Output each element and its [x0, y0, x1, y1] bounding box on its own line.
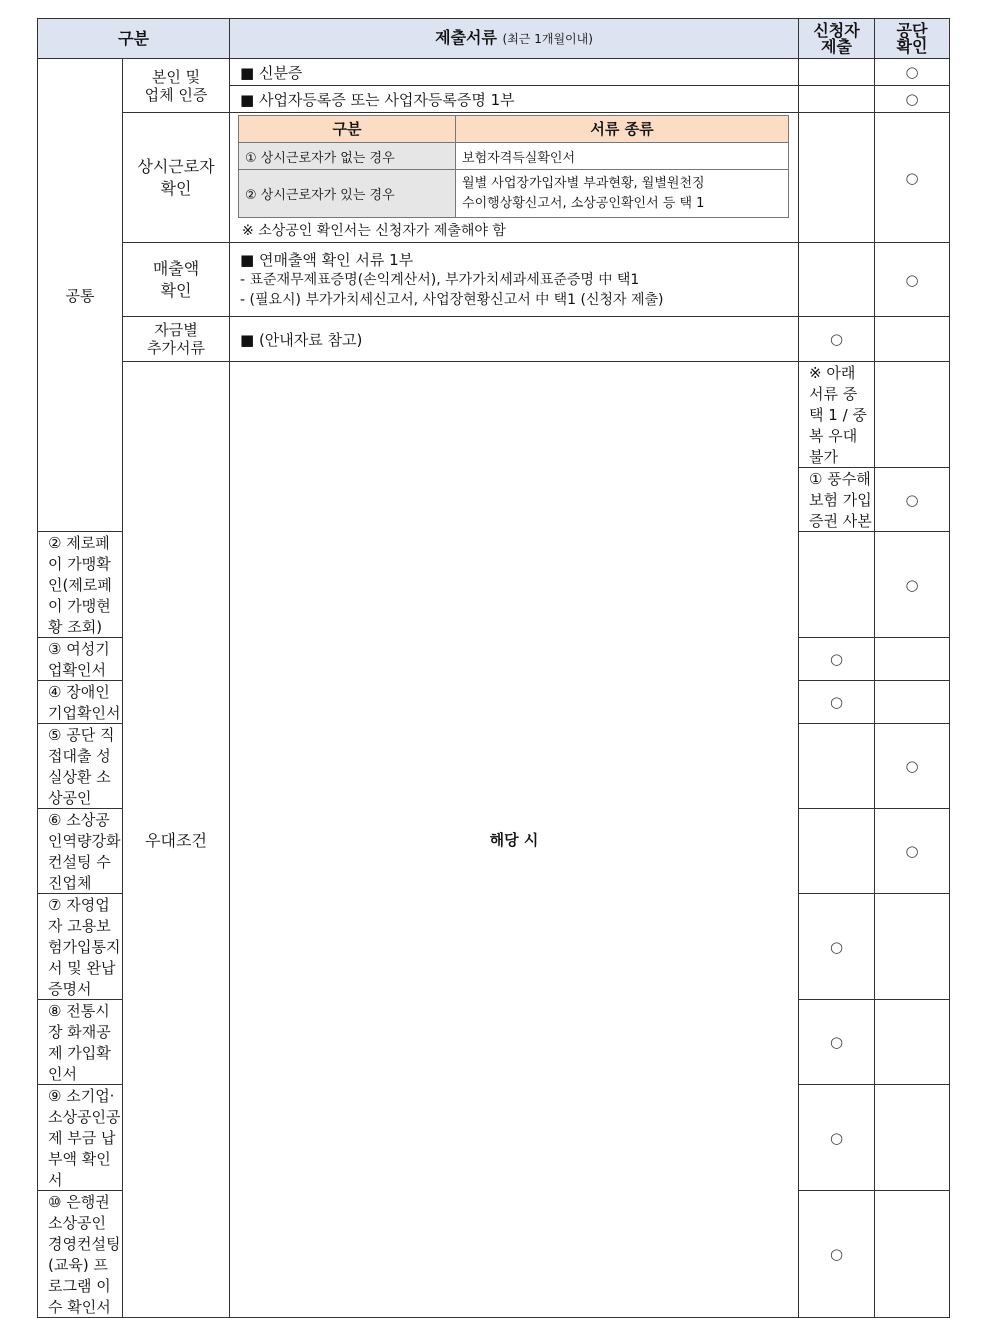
group-common-label: 공통: [38, 59, 123, 532]
header-documents: 제출서류 (최근 1개월이내): [230, 19, 799, 59]
agency-cell: [875, 681, 950, 724]
inner-header-doc-type: 서류 종류: [456, 116, 789, 143]
applicant-check: ○: [799, 638, 875, 681]
agency-check: ○: [875, 243, 950, 317]
preferential-item: ⑦ 자영업자 고용보험가입통지서 및 완납증명서: [38, 894, 123, 1000]
table-row: [38, 59, 950, 86]
applicant-cell: [875, 362, 950, 468]
header-agency-confirm: 공단 확인: [875, 19, 950, 59]
preferential-item: ⑤ 공단 직접대출 성실상환 소상공인: [38, 724, 123, 809]
agency-check: ○: [875, 724, 950, 809]
applicant-cell: [799, 113, 875, 243]
header-category: 구분: [38, 19, 230, 59]
table-row: [38, 243, 950, 317]
required-documents-table: [37, 18, 950, 1318]
agency-check: ○: [875, 86, 950, 113]
applicant-check: ○: [799, 1000, 875, 1085]
preferential-item: ⑩ 은행권 소상공인 경영컨설팅(교육) 프로그램 이수 확인서: [38, 1191, 123, 1318]
agency-check: ○: [875, 113, 950, 243]
applicant-cell: [799, 724, 875, 809]
agency-cell: [875, 638, 950, 681]
inner-case-has-workers: ② 상시근로자가 있는 경우: [239, 170, 456, 218]
sales-line-1: ■ 연매출액 확인 서류 1부: [240, 250, 414, 269]
applicant-cell: [799, 243, 875, 317]
agency-check: ○: [875, 532, 950, 638]
inner-header-category: 구분: [239, 116, 456, 143]
applicant-check: ○: [799, 894, 875, 1000]
applicant-cell: [799, 532, 875, 638]
preferential-item: ③ 여성기업확인서: [38, 638, 123, 681]
applicant-check: ○: [799, 317, 875, 362]
agency-cell: [875, 317, 950, 362]
header-row: [38, 19, 950, 59]
sub-identity-label: 본인 및 업체 인증: [123, 59, 230, 113]
sales-line-3: - (필요시) 부가가치세신고서, 사업장현황신고서 中 택1 (신청자 제출): [240, 291, 664, 308]
table-row: [38, 113, 950, 243]
agency-cell: [875, 1191, 950, 1318]
sub-applicable-label: 해당 시: [230, 362, 799, 1318]
preferential-item: ⑨ 소기업·소상공인공제 부금 납부액 확인서: [38, 1085, 123, 1191]
group-preferential-label: 우대조건: [123, 362, 230, 1318]
preferential-item: ⑥ 소상공인역량강화 컨설팅 수진업체: [38, 809, 123, 894]
agency-cell: [875, 1085, 950, 1191]
sales-docs: [230, 243, 799, 317]
agency-check: ○: [875, 59, 950, 86]
table-row: [38, 362, 950, 468]
applicant-cell: [799, 809, 875, 894]
inner-case-no-workers: ① 상시근로자가 없는 경우: [239, 143, 456, 170]
sub-fulltime-label: 상시근로자 확인: [123, 113, 230, 243]
fulltime-inner-table: [238, 115, 789, 218]
sales-line-2: - 표준재무제표증명(손익계산서), 부가가치세과세표준증명 中 택1: [240, 271, 640, 288]
doc-business-registration: ■ 사업자등록증 또는 사업자등록증명 1부: [230, 86, 799, 113]
applicant-check: ○: [875, 468, 950, 532]
sub-funds-label: 자금별 추가서류: [123, 317, 230, 362]
header-applicant-submit: 신청자 제출: [799, 19, 875, 59]
applicant-check: ○: [799, 1191, 875, 1318]
inner-doc-insurance: 보험자격득실확인서: [456, 143, 789, 170]
agency-check: ○: [875, 809, 950, 894]
doc-id-card: ■ 신분증: [230, 59, 799, 86]
preferential-item: ④ 장애인기업확인서: [38, 681, 123, 724]
fulltime-docs-cell: [230, 113, 799, 243]
preferential-item: ⑧ 전통시장 화재공제 가입확인서: [38, 1000, 123, 1085]
agency-cell: [875, 894, 950, 1000]
table-row: [38, 317, 950, 362]
sub-sales-label: 매출액 확인: [123, 243, 230, 317]
applicant-check: ○: [799, 1085, 875, 1191]
applicant-cell: [799, 59, 875, 86]
fulltime-note: ※ 소상공인 확인서는 신청자가 제출해야 함: [242, 223, 506, 239]
applicant-cell: [799, 86, 875, 113]
agency-cell: [875, 1000, 950, 1085]
preferential-item: ① 풍수해 보험 가입 증권 사본: [799, 468, 875, 532]
preferential-note: ※ 아래 서류 중 택 1 / 중복 우대 불가: [799, 362, 875, 468]
preferential-item: ② 제로페이 가맹확인(제로페이 가맹현황 조회): [38, 532, 123, 638]
funds-doc: ■ (안내자료 참고): [230, 317, 799, 362]
applicant-check: ○: [799, 681, 875, 724]
inner-doc-monthly: 월별 사업장가입자별 부과현황, 월별원천징 수이행상황신고서, 소상공인확인서 등 택 1: [456, 170, 789, 218]
